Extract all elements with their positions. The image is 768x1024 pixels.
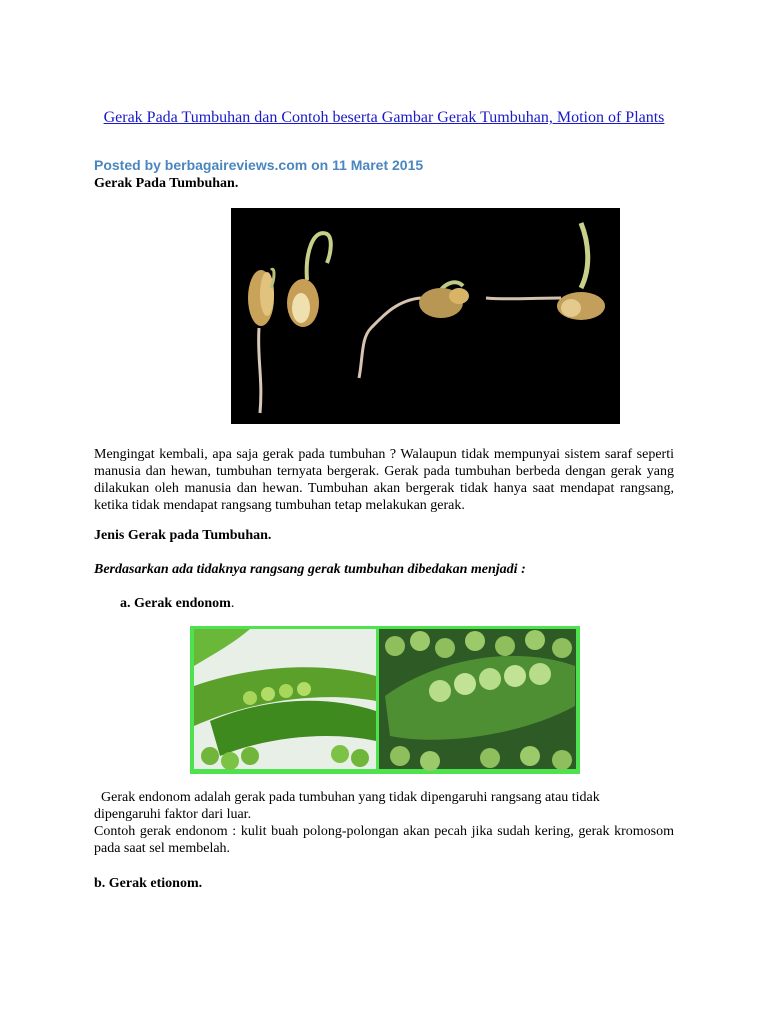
document-title-link[interactable]: Gerak Pada Tumbuhan dan Contoh beserta Gambar Gerak Tumbuhan, Motion of Plants [103, 109, 665, 126]
endonom-word-luar: luar. [226, 807, 252, 822]
endonom-word-dipengaruhi: dipengaruhi [94, 807, 161, 822]
list-item-endonom-dot: . [230, 596, 235, 611]
pea-pods-photo [190, 626, 580, 774]
endonom-definition-text: Gerak endonom adalah gerak pada tumbuhan yang tidak dipengaruhi rangsang atau tidak [101, 790, 600, 805]
classification-intro: Berdasarkan ada tidaknya rangsang gerak tumbuhan dibedakan menjadi : [94, 562, 526, 577]
endonom-definition-line-2 [94, 806, 674, 823]
pea-pods-left-panel [194, 629, 376, 770]
endonom-example-text: Contoh gerak endonom : kulit buah polong-polongan akan pecah jika sudah kering, gerak kromosom pada saat sel membelah. [94, 824, 674, 856]
intro-paragraph: Mengingat kembali, apa saja gerak pada tumbuhan ? Walaupun tidak mempunyai sistem saraf seperti manusia dan hewan, tumbuhan ternyata bergerak. Gerak pada tumbuhan berbeda dengan gerak yang dilakukan oleh manusia dan hewan. Tumbuhan akan bergerak tidak hanya saat mendapat rangsang, ketika tidak mendapat rangsang tumbuhan tetap melakukan gerak. [94, 447, 674, 513]
list-item-etionom: b. Gerak etionom. [94, 876, 203, 891]
endonom-definition-line [94, 789, 674, 806]
endonom-paragraph [94, 789, 674, 857]
list-item-endonom [120, 596, 234, 612]
list-item-endonom-label: a. Gerak endonom [120, 596, 231, 611]
posted-by-line: Posted by berbagaireviews.com on 11 Maret 2015 [94, 157, 424, 173]
endonom-word-dari: dari [201, 807, 224, 822]
endonom-word-faktor: faktor [164, 807, 198, 822]
pea-pods-right-panel [379, 629, 576, 771]
jenis-gerak-heading: Jenis Gerak pada Tumbuhan. [94, 528, 272, 543]
germinating-seeds-photo [231, 208, 620, 424]
section-heading: Gerak Pada Tumbuhan. [94, 176, 239, 191]
